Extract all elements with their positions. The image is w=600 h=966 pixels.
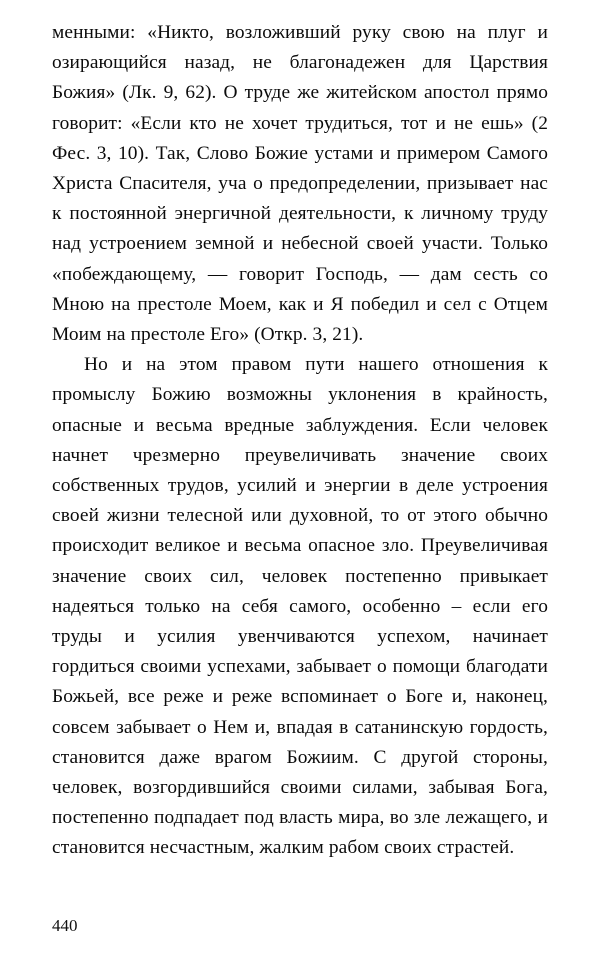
paragraph: Но и на этом правом пути нашего отношения к промыслу Божию возможны уклонения в крайность, опасные и весьма вредные заблуждения. Если человек начнет чрезмерно преувеличивать значение своих собственных трудов, усилий и энергии в деле устроения своей жизни телесной или духовной, то от этого обычно происходит великое и весьма опасное зло. Преувеличивая значение своих сил, человек постепенно привыкает надеяться только на себя самого, особенно – если его труды и усилия увенчиваются успехом, начинает гордиться своими успехами, забывает о помощи благодати Божьей, все реже и реже вспоминает о Боге и, наконец, совсем забывает о Нем и, впадая в сатанинскую гордость, становится даже врагом Божиим. С другой стороны, человек, возгордившийся своими силами, забывая Бога, постепенно подпадает под власть мира, во зле лежащего, и становится несчастным, жалким рабом своих страстей.	[52, 354, 548, 859]
page-number: 440	[52, 916, 78, 935]
paragraph: менными: «Никто, возложивший руку свою на плуг и озирающийся назад, не благонадежен для Царствия Божия» (Лк. 9, 62). О труде же житейском апостол прямо говорит: «Если кто не хочет трудиться, тот и не ешь» (2 Фес. 3, 10). Так, Слово Божие устами и примером Самого Христа Спасителя, уча о предопределении, призывает нас к постоянной энергичной деятельности, к личному труду над устроением земной и небесной своей участи. Только «побеждающему, — говорит Господь, — дам сесть со Мною на престоле Моем, как и Я победил и сел с Отцем Моим на престоле Его» (Откр. 3, 21).	[52, 22, 548, 346]
page-body	[52, 18, 548, 864]
